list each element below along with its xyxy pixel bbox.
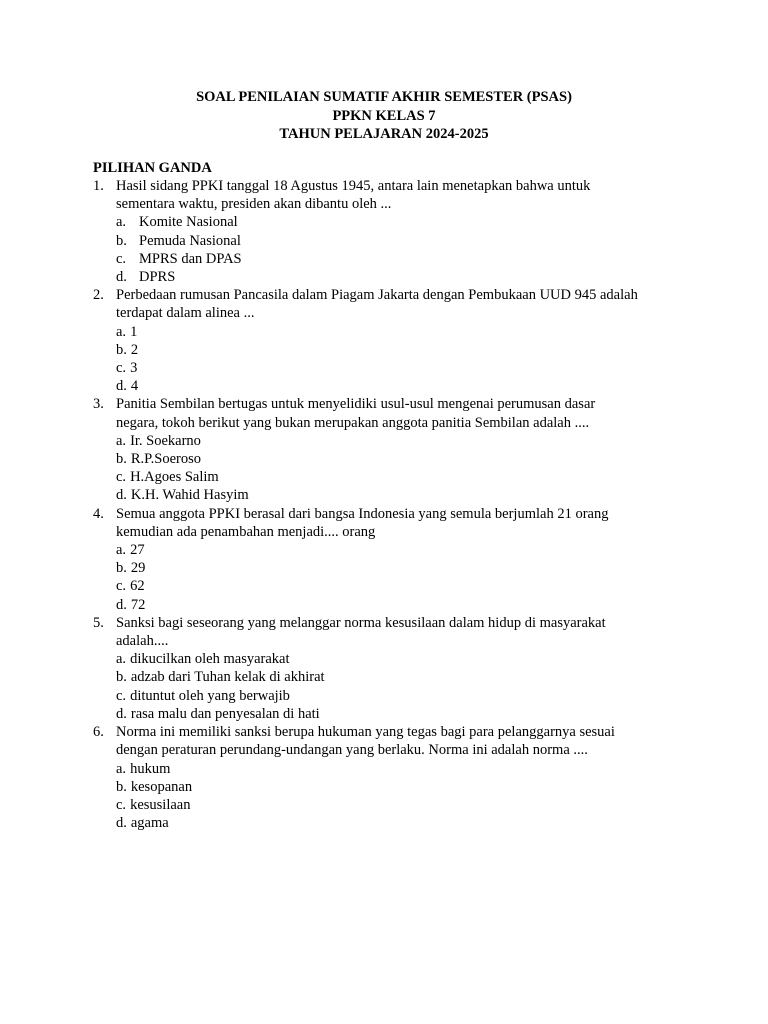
option-letter: c. bbox=[116, 250, 127, 267]
question-number: 2. bbox=[93, 287, 104, 304]
option-text: H.Agoes Salim bbox=[130, 469, 219, 486]
option-text: Komite Nasional bbox=[139, 214, 238, 231]
question-text-line: dengan peraturan perundang-undangan yang berlaku. Norma ini adalah norma .... bbox=[116, 742, 588, 759]
option-b bbox=[116, 232, 693, 250]
option-text: kesopanan bbox=[130, 778, 193, 795]
option-letter: c. bbox=[116, 687, 127, 704]
question-number: 4. bbox=[93, 505, 104, 522]
header-line-1: SOAL PENILAIAN SUMATIF AKHIR SEMESTER (PSAS) bbox=[196, 89, 572, 105]
header-line-3: TAHUN PELAJARAN 2024-2025 bbox=[279, 126, 489, 142]
question-text-line: Perbedaan rumusan Pancasila dalam Piagam Jakarta dengan Pembukaan UUD 945 adalah bbox=[116, 287, 638, 304]
option-letter: b. bbox=[116, 778, 127, 795]
option-letter: b. bbox=[116, 341, 127, 358]
option-list bbox=[116, 213, 693, 286]
option-a bbox=[116, 213, 693, 231]
option-letter: a. bbox=[116, 542, 127, 559]
option-letter: a. bbox=[116, 214, 127, 231]
option-text: kesusilaan bbox=[130, 796, 191, 813]
option-text: dikucilkan oleh masyarakat bbox=[130, 651, 290, 668]
option-a bbox=[116, 760, 693, 778]
question-text-line: Panitia Sembilan bertugas untuk menyelidiki usul-usul mengenai perumusan dasar bbox=[116, 396, 596, 413]
question-1 bbox=[93, 177, 693, 286]
question-number: 3. bbox=[93, 396, 104, 413]
option-list bbox=[116, 432, 693, 505]
option-d bbox=[116, 268, 693, 286]
question-text-line: sementara waktu, presiden akan dibantu oleh ... bbox=[116, 196, 392, 213]
question-text-line: kemudian ada penambahan menjadi.... orang bbox=[116, 523, 376, 540]
option-text: hukum bbox=[130, 760, 171, 777]
option-b bbox=[116, 450, 693, 468]
option-d bbox=[116, 596, 693, 614]
header-line-2: PPKN KELAS 7 bbox=[332, 107, 436, 124]
option-letter: d. bbox=[116, 596, 127, 613]
option-b bbox=[116, 559, 693, 577]
question-5 bbox=[93, 614, 693, 723]
option-text: rasa malu dan penyesalan di hati bbox=[130, 705, 320, 722]
option-letter: c. bbox=[116, 469, 127, 486]
option-c bbox=[116, 687, 693, 705]
option-text: Ir. Soekarno bbox=[130, 432, 201, 449]
option-a bbox=[116, 650, 693, 668]
question-text-line: terdapat dalam alinea ... bbox=[116, 305, 255, 322]
question-number: 6. bbox=[93, 724, 104, 741]
option-b bbox=[116, 668, 693, 686]
option-letter: d. bbox=[116, 815, 127, 832]
option-c bbox=[116, 250, 693, 268]
option-letter: a. bbox=[116, 651, 127, 668]
option-text: 1 bbox=[130, 323, 138, 340]
document-header bbox=[0, 88, 768, 144]
option-letter: a. bbox=[116, 760, 127, 777]
option-c bbox=[116, 468, 693, 486]
option-text: MPRS dan DPAS bbox=[139, 250, 242, 267]
option-text: 62 bbox=[130, 578, 145, 595]
option-letter: b. bbox=[116, 232, 127, 249]
option-list bbox=[116, 541, 693, 614]
option-letter: b. bbox=[116, 669, 127, 686]
option-text: 3 bbox=[130, 360, 138, 377]
question-list bbox=[93, 177, 693, 832]
option-text: Pemuda Nasional bbox=[139, 232, 241, 249]
option-d bbox=[116, 486, 693, 504]
section-title: PILIHAN GANDA bbox=[93, 160, 212, 176]
option-letter: d. bbox=[116, 487, 127, 504]
option-list bbox=[116, 323, 693, 396]
option-d bbox=[116, 377, 693, 395]
option-text: R.P.Soeroso bbox=[130, 451, 201, 468]
option-letter: d. bbox=[116, 269, 127, 286]
option-text: DPRS bbox=[139, 269, 176, 286]
option-d bbox=[116, 814, 693, 832]
option-letter: a. bbox=[116, 323, 127, 340]
option-text: 2 bbox=[130, 341, 139, 358]
option-letter: b. bbox=[116, 451, 127, 468]
option-letter: d. bbox=[116, 378, 127, 395]
option-text: adzab dari Tuhan kelak di akhirat bbox=[130, 669, 325, 686]
question-3 bbox=[93, 395, 693, 504]
option-list bbox=[116, 760, 693, 833]
option-text: 4 bbox=[130, 378, 139, 395]
option-d bbox=[116, 705, 693, 723]
option-c bbox=[116, 577, 693, 595]
option-a bbox=[116, 541, 693, 559]
option-letter: c. bbox=[116, 360, 127, 377]
option-text: 27 bbox=[130, 542, 145, 559]
option-a bbox=[116, 323, 693, 341]
option-text: 29 bbox=[130, 560, 146, 577]
option-letter: c. bbox=[116, 578, 127, 595]
question-number: 5. bbox=[93, 614, 104, 631]
option-text: K.H. Wahid Hasyim bbox=[130, 487, 249, 504]
option-a bbox=[116, 432, 693, 450]
question-text-line: negara, tokoh berikut yang bukan merupakan anggota panitia Sembilan adalah .... bbox=[116, 414, 590, 431]
option-b bbox=[116, 778, 693, 796]
question-text-line: Hasil sidang PPKI tanggal 18 Agustus 1945, antara lain menetapkan bahwa untuk bbox=[116, 178, 591, 194]
question-text-line: Sanksi bagi seseorang yang melanggar norma kesusilaan dalam hidup di masyarakat bbox=[116, 614, 606, 631]
question-4 bbox=[93, 505, 693, 614]
option-text: agama bbox=[130, 815, 169, 832]
option-letter: b. bbox=[116, 560, 127, 577]
option-list bbox=[116, 650, 693, 723]
question-text-line: Norma ini memiliki sanksi berupa hukuman yang tegas bagi para pelanggarnya sesuai bbox=[116, 724, 615, 741]
option-letter: c. bbox=[116, 796, 127, 813]
option-b bbox=[116, 341, 693, 359]
option-c bbox=[116, 796, 693, 814]
question-text-line: adalah.... bbox=[116, 633, 169, 650]
option-letter: a. bbox=[116, 432, 127, 449]
option-text: dituntut oleh yang berwajib bbox=[130, 687, 290, 704]
option-text: 72 bbox=[130, 596, 146, 613]
question-number: 1. bbox=[93, 178, 104, 194]
option-letter: d. bbox=[116, 705, 127, 722]
question-text-line: Semua anggota PPKI berasal dari bangsa Indonesia yang semula berjumlah 21 orang bbox=[116, 505, 609, 522]
option-c bbox=[116, 359, 693, 377]
question-6 bbox=[93, 723, 693, 832]
question-2 bbox=[93, 286, 693, 395]
